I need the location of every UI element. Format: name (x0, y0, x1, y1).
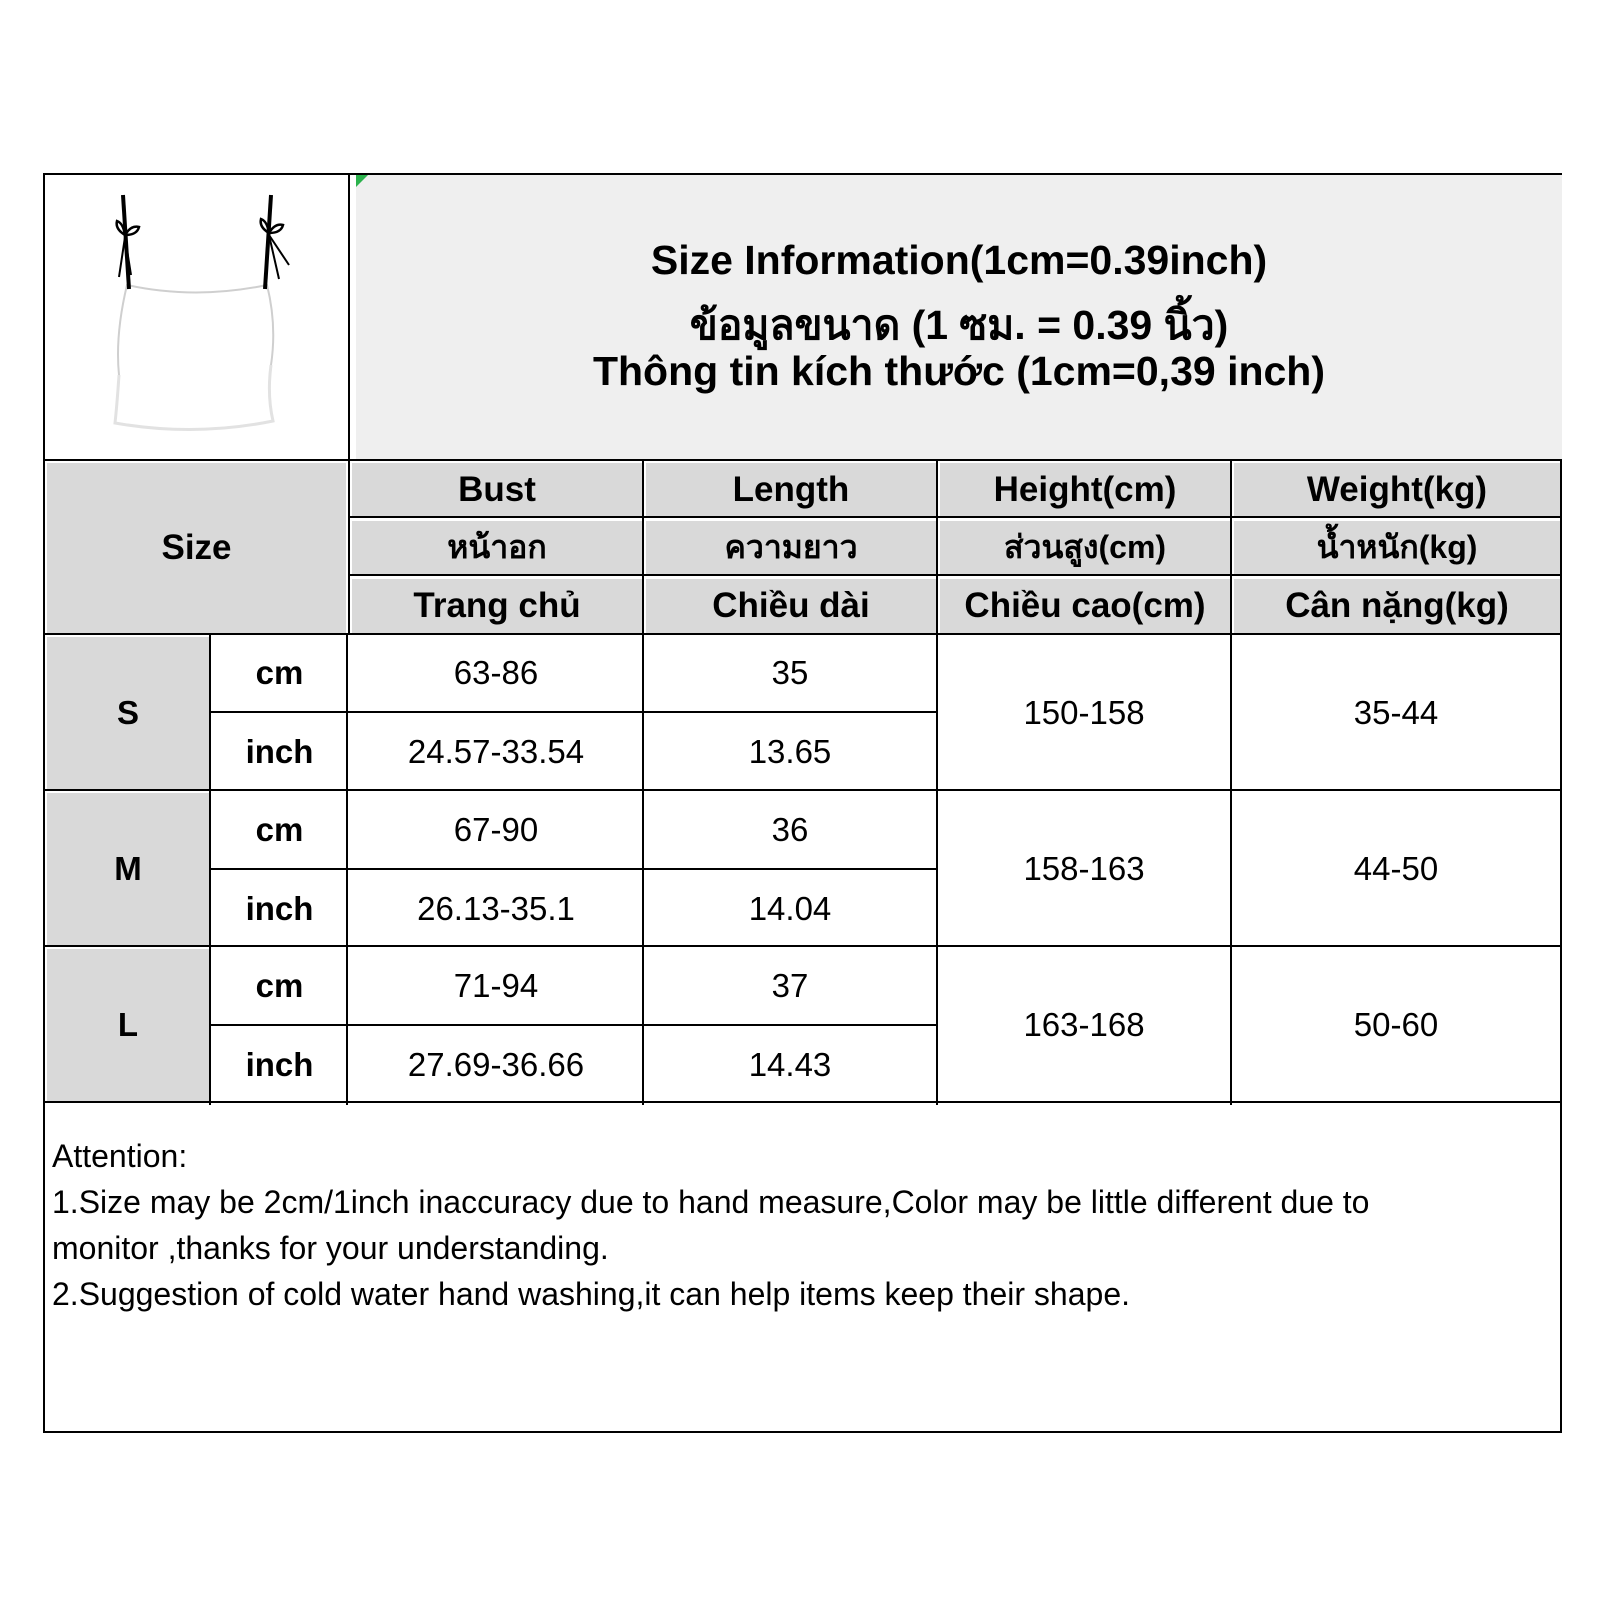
length-inch-value: 14.43 (748, 1045, 832, 1083)
camisole-icon (45, 175, 354, 461)
length-header-th: ความยาว (646, 521, 936, 574)
unit-inch: inch (213, 715, 346, 789)
title-block (356, 175, 1562, 461)
attention-notes (52, 1133, 1512, 1317)
length-header-vi: Chiều dài (646, 579, 936, 633)
size-l-label: L (47, 949, 209, 1101)
length-cm-value: 36 (771, 811, 809, 848)
bust-cm-value: 63-86 (453, 654, 539, 691)
bust-cm-value: 67-90 (453, 811, 539, 848)
length-inch-value: 14.04 (748, 889, 832, 927)
height-value: 150-158 (1023, 694, 1145, 731)
unit-inch: inch (213, 872, 346, 945)
height-header-th: ส่วนสูง(cm) (940, 521, 1230, 574)
bust-header-th: หน้าอก (352, 521, 642, 574)
title-english: Size Information(1cm=0.39inch) (650, 237, 1268, 283)
size-s-label: S (47, 637, 209, 789)
bust-inch-value: 27.69-36.66 (407, 1045, 585, 1083)
weight-value: 35-44 (1353, 694, 1439, 731)
height-value: 163-168 (1023, 1006, 1145, 1043)
weight-header-th: น้ำหนัก(kg) (1234, 521, 1560, 574)
weight-header-en: Weight(kg) (1234, 463, 1560, 516)
weight-header-vi: Cân nặng(kg) (1234, 579, 1560, 633)
notes-heading: Attention: (52, 1138, 188, 1174)
size-chart (43, 173, 1562, 1433)
length-cm-value: 35 (771, 654, 809, 691)
note-line-2: monitor ,thanks for your understanding. (52, 1230, 609, 1266)
title-thai: ข้อมูลขนาด (1 ซม. = 0.39 นิ้ว) (689, 302, 1229, 348)
bust-inch-value: 26.13-35.1 (417, 889, 575, 927)
size-header: Size (47, 463, 346, 633)
weight-value: 44-50 (1353, 850, 1439, 887)
length-inch-value: 13.65 (748, 733, 832, 770)
bust-header-vi: Trang chủ (352, 579, 642, 633)
bust-inch-value: 24.57-33.54 (407, 733, 585, 770)
unit-inch: inch (213, 1028, 346, 1101)
unit-cm: cm (213, 949, 346, 1023)
size-m-label: M (47, 793, 209, 945)
note-line-3: 2.Suggestion of cold water hand washing,it can help items keep their shape. (52, 1276, 1130, 1312)
height-header-en: Height(cm) (940, 463, 1230, 516)
weight-value: 50-60 (1353, 1006, 1439, 1043)
height-value: 158-163 (1023, 850, 1145, 887)
length-header-en: Length (646, 463, 936, 516)
bust-cm-value: 71-94 (453, 967, 539, 1004)
length-cm-value: 37 (771, 967, 809, 1004)
note-line-1: 1.Size may be 2cm/1inch inaccuracy due to hand measure,Color may be little different due to (52, 1184, 1370, 1220)
unit-cm: cm (213, 637, 346, 709)
unit-cm: cm (213, 793, 346, 867)
height-header-vi: Chiều cao(cm) (940, 579, 1230, 633)
bust-header-en: Bust (352, 463, 642, 516)
title-vietnamese: Thông tin kích thước (1cm=0,39 inch) (592, 348, 1326, 394)
product-image (45, 175, 354, 461)
